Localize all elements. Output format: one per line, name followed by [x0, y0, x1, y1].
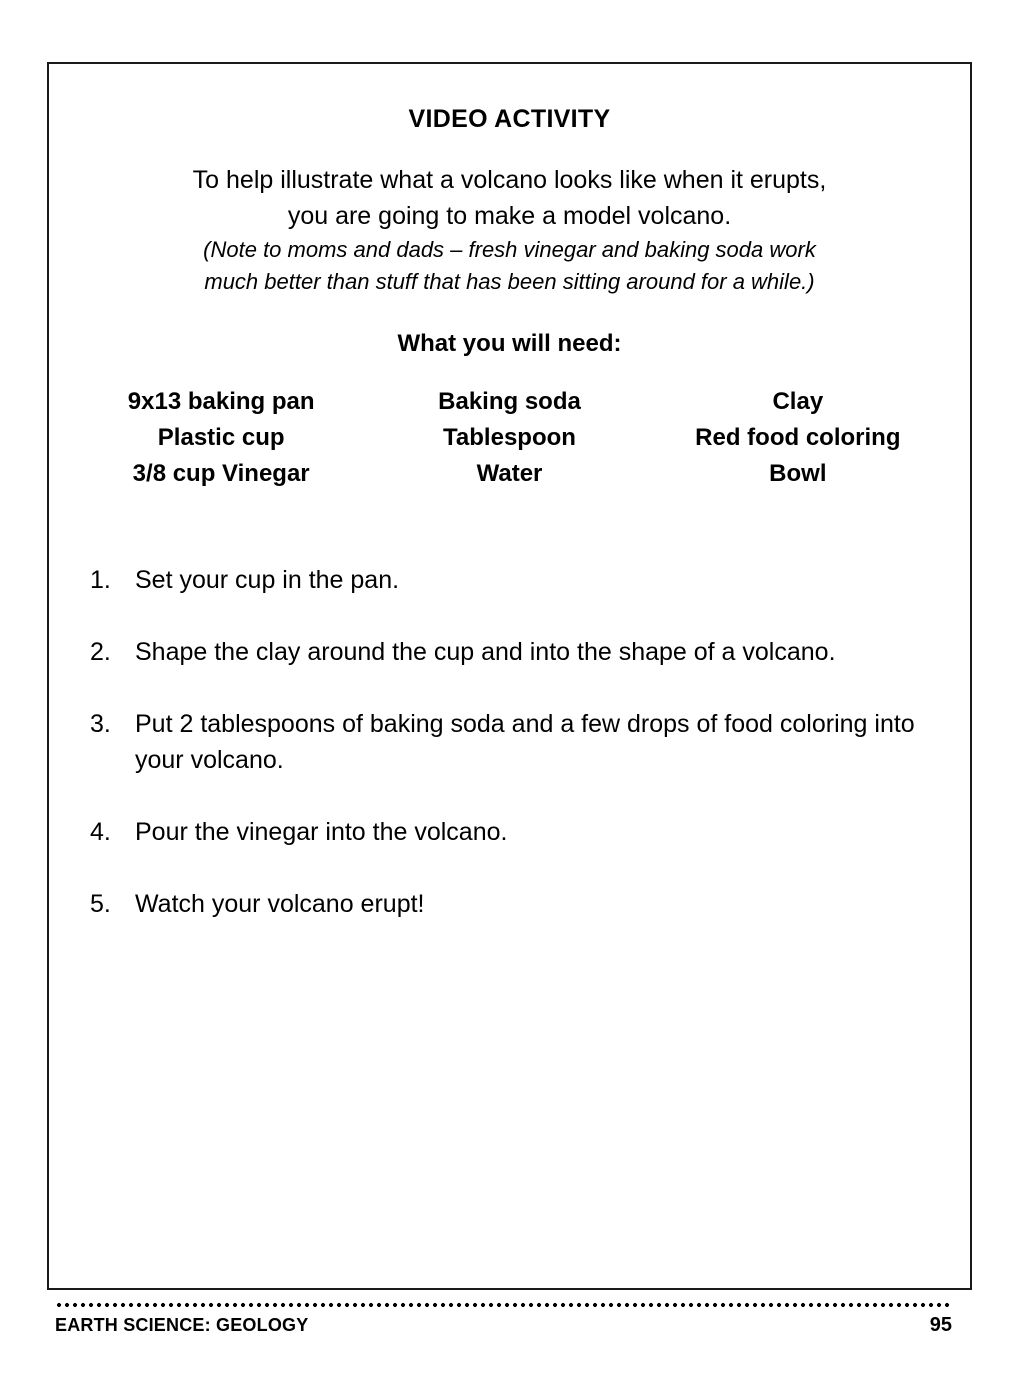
materials-grid	[77, 384, 942, 492]
material-item: Clay	[772, 388, 824, 415]
step-number: 5.	[90, 890, 111, 918]
material-item: Plastic cup	[157, 424, 285, 451]
material-item: Bowl	[769, 460, 827, 487]
list-item	[90, 634, 915, 670]
page-title: VIDEO ACTIVITY	[408, 105, 611, 133]
footer-dotted-divider	[55, 1303, 952, 1307]
step-number: 4.	[90, 818, 111, 846]
activity-content-box	[47, 62, 972, 1290]
materials-column	[77, 384, 365, 492]
step-text: Pour the vinegar into the volcano.	[135, 818, 508, 846]
parent-note-line: (Note to moms and dads – fresh vinegar and baking soda work	[203, 237, 816, 262]
material-item: 3/8 cup Vinegar	[132, 460, 310, 487]
step-number: 2.	[90, 638, 111, 666]
step-number: 3.	[90, 710, 111, 738]
step-number: 1.	[90, 566, 111, 594]
intro-line: you are going to make a model volcano.	[287, 202, 732, 230]
intro-block	[89, 162, 930, 298]
footer-page-number: 95	[929, 1314, 952, 1336]
page-footer	[55, 1303, 952, 1337]
step-text: Put 2 tablespoons of baking soda and a few drops of food coloring into your volcano.	[135, 710, 915, 774]
list-item	[90, 562, 915, 598]
step-text: Set your cup in the pan.	[135, 566, 400, 594]
materials-column	[654, 384, 942, 492]
step-text: Shape the clay around the cup and into the shape of a volcano.	[135, 638, 836, 666]
material-item: Red food coloring	[695, 424, 901, 451]
material-item: Tablespoon	[443, 424, 576, 451]
material-item: Water	[476, 460, 543, 487]
material-item: 9x13 baking pan	[127, 388, 315, 415]
instruction-steps-list	[49, 562, 970, 922]
material-item: Baking soda	[438, 388, 581, 415]
footer-row	[55, 1314, 952, 1337]
step-text: Watch your volcano erupt!	[135, 890, 425, 918]
parent-note-line: much better than stuff that has been sitting around for a while.)	[204, 269, 815, 294]
materials-heading: What you will need:	[397, 330, 622, 357]
list-item	[90, 814, 915, 850]
list-item	[90, 706, 915, 778]
materials-column	[365, 384, 653, 492]
list-item	[90, 886, 915, 922]
footer-subject-label: EARTH SCIENCE: GEOLOGY	[55, 1315, 309, 1335]
intro-line: To help illustrate what a volcano looks like when it erupts,	[192, 166, 827, 194]
